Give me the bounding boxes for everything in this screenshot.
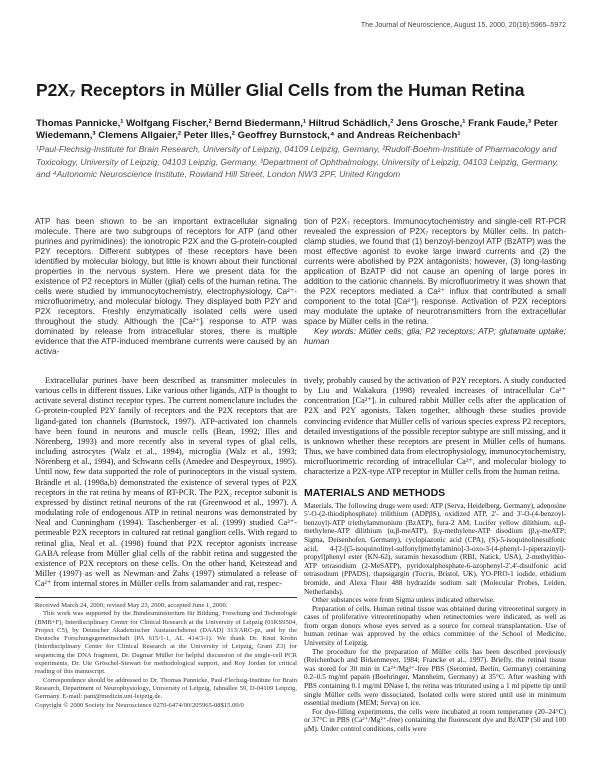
copyright: Copyright © 2000 Society for Neuroscience 0270-6474/00/205965-08$15.00/0 xyxy=(35,701,244,709)
acknowledgements: This work was supported by the Bundesministerium für Bildung, Forschung und Technologie (BMB+F), Interdisciplinary Center for Clinical Research at the University of Leipzig (01KS9504, Project C5), by Deutscher Akademischer Austauschdienst (DAAD) 313/ARC-pz, and by the Deutsche Forschungsgemeinschaft (PA 615/1-1, AL 414/3-1). We thank Dr. Knut Krohn (Interdisciplinary Center for Clinical Research at the University of Leipzig, Grant Z3) for sequencing the DNA fragment, Dr. Dagmar Müller for helpful discussion of the single-cell PCR experiments, Dr. Ute Gröschel-Stewart for methodological support, and Roy Jordan for critical reading of this manuscript. xyxy=(35,610,297,676)
correspondence: Correspondence should be addressed to Dr. Thomas Pannicke, Paul-Flechsig-Institute for Brain Research, Department of Neurophysiology, University of Leipzig, Jahnallee 59, D-04109 Leipzig, Germany. E-mail: pant@medizin.uni-leipzig.de. xyxy=(35,676,297,701)
methods-paragraph: Materials. The following drugs were used: ATP (Serva, Heidelberg, Germany), adenosine 5'-O-(2-thiodiphosphate) trilithium (ADPβS), oxidized ATP, 2'- and 3'-O-(4-benzoyl-benzoyl)-ATP triethylammonium (BzATP), fura-2 AM, Lucifer yellow dilithium, α,β-methylene-ATP dilithium (α,β-meATP), β,γ-methylene-ATP disodium (β,γ-meATP; Sigma, Deisenhofen, Germany), cyclopiazonic acid (CPA), (S)-5-isoquinolinesulfonic acid, 4-[2-[(5-isoquinolinyl-sulfonyl)methylamino]-3-oxo-3-(4-phenyl-1-piperazinyl)-propyl]phenyl ester (KN-62), suramin hexasodium (RBI, Natick, USA), 2-methylthio-ATP tetrasodium (2-MeSATP), pyridoxalphosphate-6-azophenyl-2',4'-disulfonic acid tetrasodium (PPADS), thapsigargin (Tocris, Bristol, UK), YO-PRO-1 iodide, ethidium bromide, and Alexa Fluor 488 hydrazide sodium salt (Molecular Probes, Leiden, Netherlands). xyxy=(304,500,566,596)
footnotes xyxy=(35,597,297,710)
methods-paragraph: Preparation of cells. Human retinal tissue was obtained during vitreoretinal surgery in cases of proliferative vitreoretinopathy when retinectomies were indicated, as well as from organ donors whose eyes served as a source for corneal transplantation. Use of human retinae was approved by the ethics committee of the School of Medicine, University of Leipzig. xyxy=(304,603,566,648)
methods-paragraph: Other substances were from Sigma unless indicated otherwise. xyxy=(312,595,495,605)
methods-paragraph: The procedure for the preparation of Müller cells has been described previously (Reichenbach and Birkenmeyer, 1984; Francke et al., 1997). Briefly, the retinal tissue was stored for 30 min in Ca²⁺/Mg²⁺-free PBS (Seromed, Berlin, Germany) containing 0.2–0.5 mg/ml papain (Boehringer, Mannheim, Germany) at 35°C. After washing with PBS containing 0.1 mg/ml DNase I, the retina was triturated using a 1 ml pipette tip until single Müller cells were dissociated. Isolated cells were stored until use in minimum essential medium (MEM; Serva) on ice. xyxy=(304,646,566,708)
received-dates: Received March 24, 2000; revised May 23, 2000; accepted June 1, 2000. xyxy=(35,602,228,609)
abstract-right-column xyxy=(304,216,566,346)
body-left-column xyxy=(35,376,297,589)
journal-header: The Journal of Neuroscience, August 15, 2000, 20(16):5965–5972 xyxy=(360,22,566,29)
body-right-column xyxy=(304,376,566,734)
methods-heading: MATERIALS AND METHODS xyxy=(304,486,446,499)
abstract-left-column xyxy=(35,216,297,356)
methods-section xyxy=(304,502,566,734)
keywords: Key words: Müller cells; glia; P2 receptors; ATP; glutamate uptake; human xyxy=(304,326,566,346)
methods-paragraph: For dye-filling experiments, the cells were incubated at room temperature (20–24°C) or 37°C in PBS (Ca²⁺/Mg²⁺-free) containing the fluorescent dye and BzATP (50 and 100 μM). Under control conditions, cells were xyxy=(304,706,566,733)
introduction-paragraph-continued: tively, probably caused by the activation of P2Y receptors. A study conducted by Liu and Wakakura (1998) revealed increases of intracellular Ca²⁺ concentration [Ca²⁺]ᵢ in cultured rabbit Müller cells after the application of P2X and P2Y agonists. Taken together, although these studies provide convincing evidence that Müller cells of various species express P2 receptors, detailed investigations of the possible receptor subtype are still missing, and it is unknown whether these receptors are present in Müller cells of humans. Thus, we have combined data from electrophysiology, immunocytochemistry, microfluorimetric recording of intracellular Ca²⁺, and molecular biology to characterize a P2X-type ATP receptor in Müller cells from the human retina. xyxy=(304,376,566,477)
affiliations: ¹Paul-Flechsig-Institute for Brain Research, University of Leipzig, 04109 Leipzig, Germany, ²Rudolf-Boehm-Institute of Pharmacology and Toxicology, University of Leipzig, 04103 Leipzig, Germany, ³Department of Ophthalmology, University of Leipzig, 04103 Leipzig, Germany, and ⁴Autonomic Neuroscience Institute, Rowland Hill Street, London NW3 2PF, United Kingdom xyxy=(36,144,559,179)
introduction-paragraph: Extracellular purines have been described as transmitter molecules in various cells in different tissues. Like various other ligands, ATP is thought to activate several distinct receptor types. The current nomenclature includes the G-protein-coupled P2Y family of receptors and the P2X receptors that are ligand-gated ion channels (Burnstock, 1997). ATP-activated ion channels have been found in neurons and muscle cells (Bean, 1992; Illes and Nörenberg, 1993) and more recently also in several types of glial cells, including astrocytes (Walz et al., 1994), microglia (Walz et al., 1993; Nörenberg et al., 1994), and Schwann cells (Amedee and Despeyroux, 1995). Until now, few data supported the role of purinoceptors in the visual system. Brändle et al. (1998a,b) demonstrated the existence of several types of P2X receptors in the rat retina by means of RT-PCR. The P2X₂ receptor subunit is expressed by distinct retinal neurons of the rat (Greenwood et al., 1997). A modulating role of endogenous ATP in retinal neurons was demonstrated by Neal and Cunningham (1994). Taschenberger et al. (1999) studied Ca²⁺-permeable P2X receptors in cultured rat retinal ganglion cells. With regard to retinal glia, Neal et al. (1998) found that P2X receptor agonists increase GABA release from Müller glial cells of the rabbit retina and suggested the existence of P2X receptors on these cells. On the other hand, Keirstead and Miller (1997) as well as Newman and Zahs (1997) stimulated a release of Ca²⁺ from internal stores in Müller cells from salamander and rat, respec- xyxy=(35,376,297,589)
paper-title: P2X₇ Receptors in Müller Glial Cells from the Human Retina xyxy=(36,80,525,100)
abstract-text: ATP has been shown to be an important extracellular signaling molecule. There are two subgroups of receptors for ATP (and other purines and pyrimidines): the ionotropic P2X and the G-protein-coupled P2Y receptors. Different subtypes of these receptors have been identified by molecular biology, but little is known about their functional properties in the nervous system. Here we present data for the existence of P2 receptors in Müller (glial) cells of the human retina. The cells were studied by immunocytochemistry, electrophysiology, Ca²⁺-microfluorimetry, and molecular biology. They displayed both P2Y and P2X receptors. Freshly enzymatically isolated cells were used throughout the study. Although the [Ca²⁺]ᵢ response to ATP was dominated by release from intracellular stores, there is multiple evidence that the ATP-induced membrane currents were caused by an activa- xyxy=(35,216,297,356)
author-list: Thomas Pannicke,¹ Wolfgang Fischer,² Bernd Biedermann,¹ Hiltrud Schädlich,² Jens Grosche,¹ Frank Faude,³ Peter Wiedemann,³ Clemens Allgaier,² Peter Illes,² Geoffrey Burnstock,⁴ and Andreas Reichenbach¹ xyxy=(36,118,558,141)
abstract-text-continued: tion of P2X₇ receptors. Immunocytochemistry and single-cell RT-PCR revealed the expression of P2X₇ receptors by Müller cells. In patch-clamp studies, we found that (1) benzoyl-benzoyl ATP (BzATP) was the most effective agonist to evoke large inward currents and (2) the currents were abolished by P2X antagonists; however, (3) long-lasting application of BzATP did not cause an opening of large pores in addition to the cationic channels. By microfluorimetry it was shown that the P2X receptors mediated a Ca²⁺ influx that contributed a small component to the total [Ca²⁺]ᵢ response. Activation of P2X receptors may modulate the uptake of neurotransmitters from the extracellular space by Müller cells in the retina. xyxy=(304,216,566,326)
